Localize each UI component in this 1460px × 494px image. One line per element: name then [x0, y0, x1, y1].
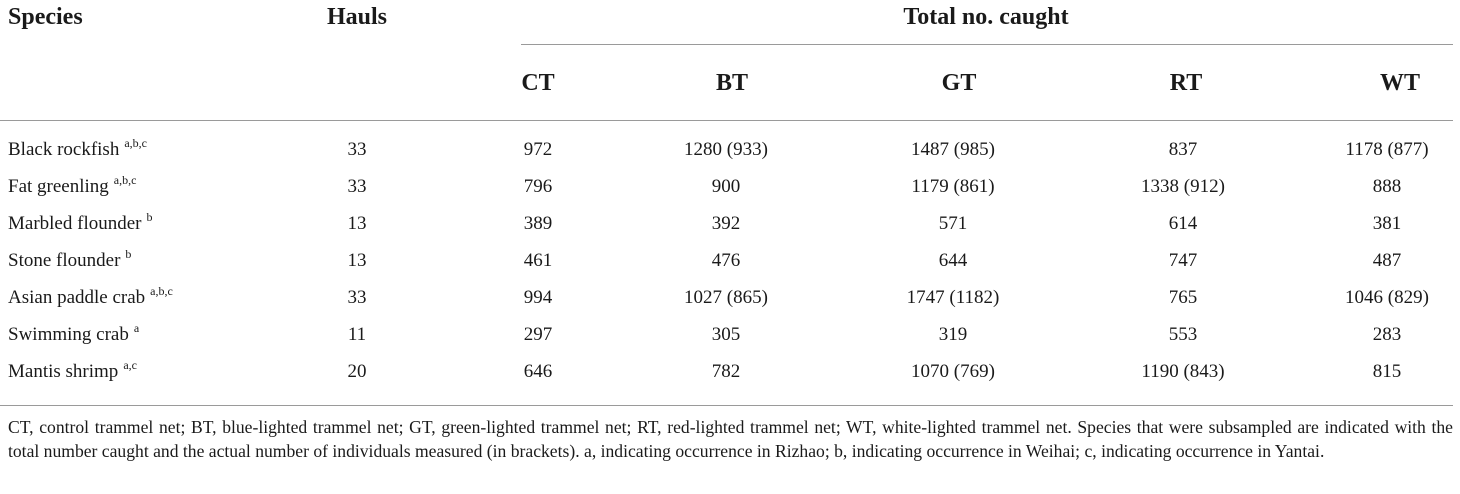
hauls-cell: 13 [347, 213, 367, 234]
value-cell-gt: 1747 (1182) [906, 287, 1000, 308]
occurrence-superscript: a [133, 321, 140, 335]
value-cell-bt: 1280 (933) [684, 139, 768, 160]
header-bt: BT [715, 70, 749, 96]
header-gt: GT [941, 70, 977, 96]
value-cell-rt: 553 [1168, 324, 1198, 345]
group-underline [521, 44, 1453, 45]
species-cell [8, 321, 140, 346]
value-cell-bt: 1027 (865) [684, 287, 768, 308]
value-cell-rt: 837 [1168, 139, 1198, 160]
occurrence-superscript: a,b,c [113, 173, 137, 187]
hauls-cell: 20 [347, 361, 367, 382]
table-footnote: CT, control trammel net; BT, blue-lighted trammel net; GT, green-lighted trammel net; RT, red-lighted trammel net; WT, white-lighted trammel net. Species that were subsampled are indicated with the total number caught and the actual number of individuals measured (in brackets). a, indicating occurrence in Rizhao; b, indicating occurrence in Weihai; c, indicating occurrence in Yantai. [8, 417, 1453, 461]
header-rt: RT [1169, 70, 1203, 96]
species-name: Asian paddle crab [8, 287, 146, 308]
value-cell-bt: 305 [711, 324, 741, 345]
hauls-cell: 11 [347, 324, 367, 345]
hauls-cell: 33 [347, 176, 367, 197]
occurrence-superscript: a,c [123, 358, 137, 372]
value-cell-bt: 900 [711, 176, 741, 197]
hauls-cell: 33 [347, 139, 367, 160]
header-species: Species [8, 4, 83, 30]
header-ct: CT [521, 70, 555, 96]
value-cell-gt: 644 [938, 250, 968, 271]
occurrence-superscript: b [146, 210, 153, 224]
value-cell-wt: 487 [1372, 250, 1402, 271]
species-name: Stone flounder [8, 250, 121, 271]
value-cell-ct: 646 [523, 361, 553, 382]
value-cell-gt: 1487 (985) [911, 139, 995, 160]
species-cell [8, 173, 137, 198]
header-total-caught: Total no. caught [903, 4, 1069, 30]
value-cell-bt: 476 [711, 250, 741, 271]
species-name: Swimming crab [8, 324, 129, 345]
value-cell-ct: 972 [523, 139, 553, 160]
value-cell-gt: 571 [938, 213, 968, 234]
value-cell-rt: 1338 (912) [1141, 176, 1225, 197]
species-cell [8, 136, 147, 161]
value-cell-rt: 747 [1168, 250, 1198, 271]
occurrence-superscript: b [125, 247, 132, 261]
value-cell-rt: 1190 (843) [1141, 361, 1225, 382]
value-cell-ct: 994 [523, 287, 553, 308]
species-cell [8, 358, 137, 383]
header-rule [0, 120, 1453, 121]
header-wt: WT [1379, 70, 1421, 96]
value-cell-wt: 815 [1372, 361, 1402, 382]
value-cell-ct: 461 [523, 250, 553, 271]
value-cell-wt: 381 [1372, 213, 1402, 234]
value-cell-bt: 782 [711, 361, 741, 382]
header-hauls: Hauls [326, 4, 388, 30]
occurrence-superscript: a,b,c [150, 284, 173, 298]
species-name: Mantis shrimp [8, 361, 119, 382]
value-cell-wt: 888 [1372, 176, 1402, 197]
species-cell [8, 284, 173, 309]
value-cell-gt: 1070 (769) [911, 361, 995, 382]
value-cell-rt: 765 [1168, 287, 1198, 308]
value-cell-ct: 389 [523, 213, 553, 234]
value-cell-wt: 283 [1372, 324, 1402, 345]
species-name: Black rockfish [8, 139, 120, 160]
value-cell-bt: 392 [711, 213, 741, 234]
value-cell-ct: 297 [523, 324, 553, 345]
species-cell [8, 247, 132, 272]
value-cell-wt: 1178 (877) [1345, 139, 1429, 160]
value-cell-rt: 614 [1168, 213, 1198, 234]
value-cell-gt: 1179 (861) [911, 176, 995, 197]
hauls-cell: 13 [347, 250, 367, 271]
value-cell-wt: 1046 (829) [1345, 287, 1429, 308]
species-cell [8, 210, 153, 235]
value-cell-ct: 796 [523, 176, 553, 197]
species-name: Marbled flounder [8, 213, 142, 234]
value-cell-gt: 319 [938, 324, 968, 345]
occurrence-superscript: a,b,c [124, 136, 147, 150]
table-bottom-rule [0, 405, 1453, 406]
species-name: Fat greenling [8, 176, 109, 197]
hauls-cell: 33 [347, 287, 367, 308]
